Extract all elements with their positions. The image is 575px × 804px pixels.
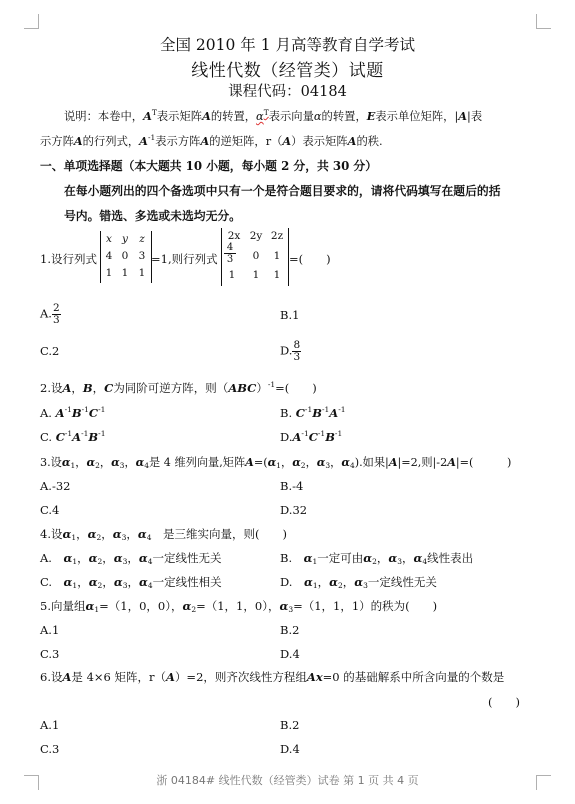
- q4-option-d: D. $\alpha_1$，$\alpha_2$，$\alpha_3$一定线性无关: [280, 575, 437, 590]
- q3-option-b: B.-4: [280, 479, 304, 493]
- q6-option-a: A.1: [40, 718, 60, 732]
- q3-option-d: D.32: [280, 503, 308, 517]
- q1-determinant-1: [100, 231, 152, 283]
- q1-prefix: 1.设行列式: [40, 252, 97, 266]
- notes-line-2: 示方阵A的行列式，$A^{-1}$表示方阵A的逆矩阵，r（A）表示矩阵A的秩.: [40, 133, 383, 148]
- q2-option-d: $D.A^{-1}C^{-1}B^{-1}$: [280, 429, 343, 444]
- exam-title: 全国 2010 年 1 月高等教育自学考试: [159, 36, 416, 54]
- section-heading: 一、单项选择题（本大题共 10 小题，每小题 2 分，共 30 分）: [40, 159, 378, 173]
- q4-option-a: A. $\alpha_1$，$\alpha_2$，$\alpha_3$，$\alpha_4$一定线性无关: [40, 551, 222, 566]
- q5-option-d: D.4: [280, 647, 300, 661]
- q2-option-a: A. $A^{-1}B^{-1}C^{-1}$: [40, 405, 106, 420]
- instruction-line-2: 号内。错选、多选或未选均无分。: [64, 209, 241, 223]
- det2-cell: [224, 230, 244, 242]
- q1-end: =( ): [289, 252, 331, 266]
- det2-cell: 1: [273, 269, 281, 281]
- det2-cell-text: 2x: [227, 230, 241, 242]
- q6-answer-blank: ( ): [488, 695, 520, 709]
- det1-cell: y: [122, 233, 128, 245]
- det2-fraction-numerator: 4: [224, 242, 236, 254]
- det1-cell: 1: [105, 267, 113, 279]
- course-code: 课程代码：04184: [228, 84, 347, 100]
- det1-cell: 0: [121, 250, 129, 262]
- q1-option-a: A. $\frac{2}{3}$: [40, 302, 60, 326]
- det1-cell: x: [106, 233, 112, 245]
- det2-cell: 0: [252, 250, 260, 262]
- instruction-line-1: 在每小题列出的四个备选项中只有一个是符合题目要求的，请将代码填写在题后的括: [64, 184, 501, 198]
- q1-mid: =1,则行列式: [151, 252, 218, 266]
- q6-option-c: C.3: [40, 742, 60, 756]
- q6-option-b: B.2: [280, 718, 300, 732]
- q6-option-d: D.4: [280, 742, 300, 756]
- notes-line-1: 说明：本卷中，$A^T$表示矩阵A的转置，$\alpha^T$表示向量α的转置，E表示单位矩阵，|A|表: [64, 108, 483, 123]
- det2-cell: 1: [252, 269, 260, 281]
- det2-cell: 1: [228, 269, 236, 281]
- q3-stem: 3.设$\alpha_1$，$\alpha_2$，$\alpha_3$，$\alpha_4$是 4 维列向量,矩阵$A=(\alpha_1$，$\alpha_2$，$\alpha_3$，$\alpha_4$).如果|A|=2,则|-2A|=( ): [40, 455, 512, 470]
- det1-cell: 1: [121, 267, 129, 279]
- q1-option-d: D. $\frac{8}{3}$: [280, 339, 301, 363]
- det2-cell: 2z: [270, 230, 284, 242]
- q3-option-a: A.-32: [40, 479, 71, 493]
- q1-determinant-2: [221, 228, 289, 286]
- q2-option-c: C. $C^{-1}A^{-1}B^{-1}$: [40, 429, 106, 444]
- det2-fraction: [224, 242, 236, 265]
- q2-stem: 2.设A，B，C为同阶可逆方阵，则（ABC）$^{-1}$=( ): [40, 380, 317, 395]
- q1-option-c: C.2: [40, 344, 60, 358]
- crop-mark-top-right: [536, 14, 551, 29]
- det2-cell: 2y: [249, 230, 263, 242]
- det2-fraction-denominator: 3: [226, 254, 234, 265]
- q5-option-b: B.2: [280, 623, 300, 637]
- q4-stem: 4.设$\alpha_1$，$\alpha_2$，$\alpha_3$，$\alpha_4$ 是三维实向量，则( ): [40, 527, 288, 542]
- det2-cell: 1: [273, 250, 281, 262]
- q4-option-b: B. $\alpha_1$一定可由$\alpha_2$，$\alpha_3$，$\alpha_4$线性表出: [280, 551, 474, 566]
- det1-cell: 3: [138, 250, 146, 262]
- q6-stem: 6.设A是 4×6 矩阵，r（A）=2，则齐次线性方程组Ax=0 的基础解系中所含向量的个数是: [40, 670, 505, 684]
- page-footer: 浙 04184# 线性代数（经管类）试卷 第 1 页 共 4 页: [156, 774, 419, 787]
- q4-option-c: C. $\alpha_1$，$\alpha_2$，$\alpha_3$，$\alpha_4$一定线性相关: [40, 575, 222, 590]
- det1-cell: 1: [138, 267, 146, 279]
- exam-subject-title: 线性代数（经管类）试题: [191, 61, 384, 81]
- q5-option-a: A.1: [40, 623, 60, 637]
- q3-option-c: C.4: [40, 503, 60, 517]
- q5-stem: 5.向量组$\alpha_1=(1$，0，0），$\alpha_2=(1$，1，0），$\alpha_3=(1$，1，1）的秩为( ): [40, 599, 438, 614]
- q1-option-b: B.1: [280, 308, 300, 322]
- det1-cell: z: [139, 233, 145, 245]
- q2-option-b: B. $C^{-1}B^{-1}A^{-1}$: [280, 405, 346, 420]
- crop-mark-top-left: [24, 14, 39, 29]
- q5-option-c: C.3: [40, 647, 60, 661]
- det1-cell: 4: [105, 250, 113, 262]
